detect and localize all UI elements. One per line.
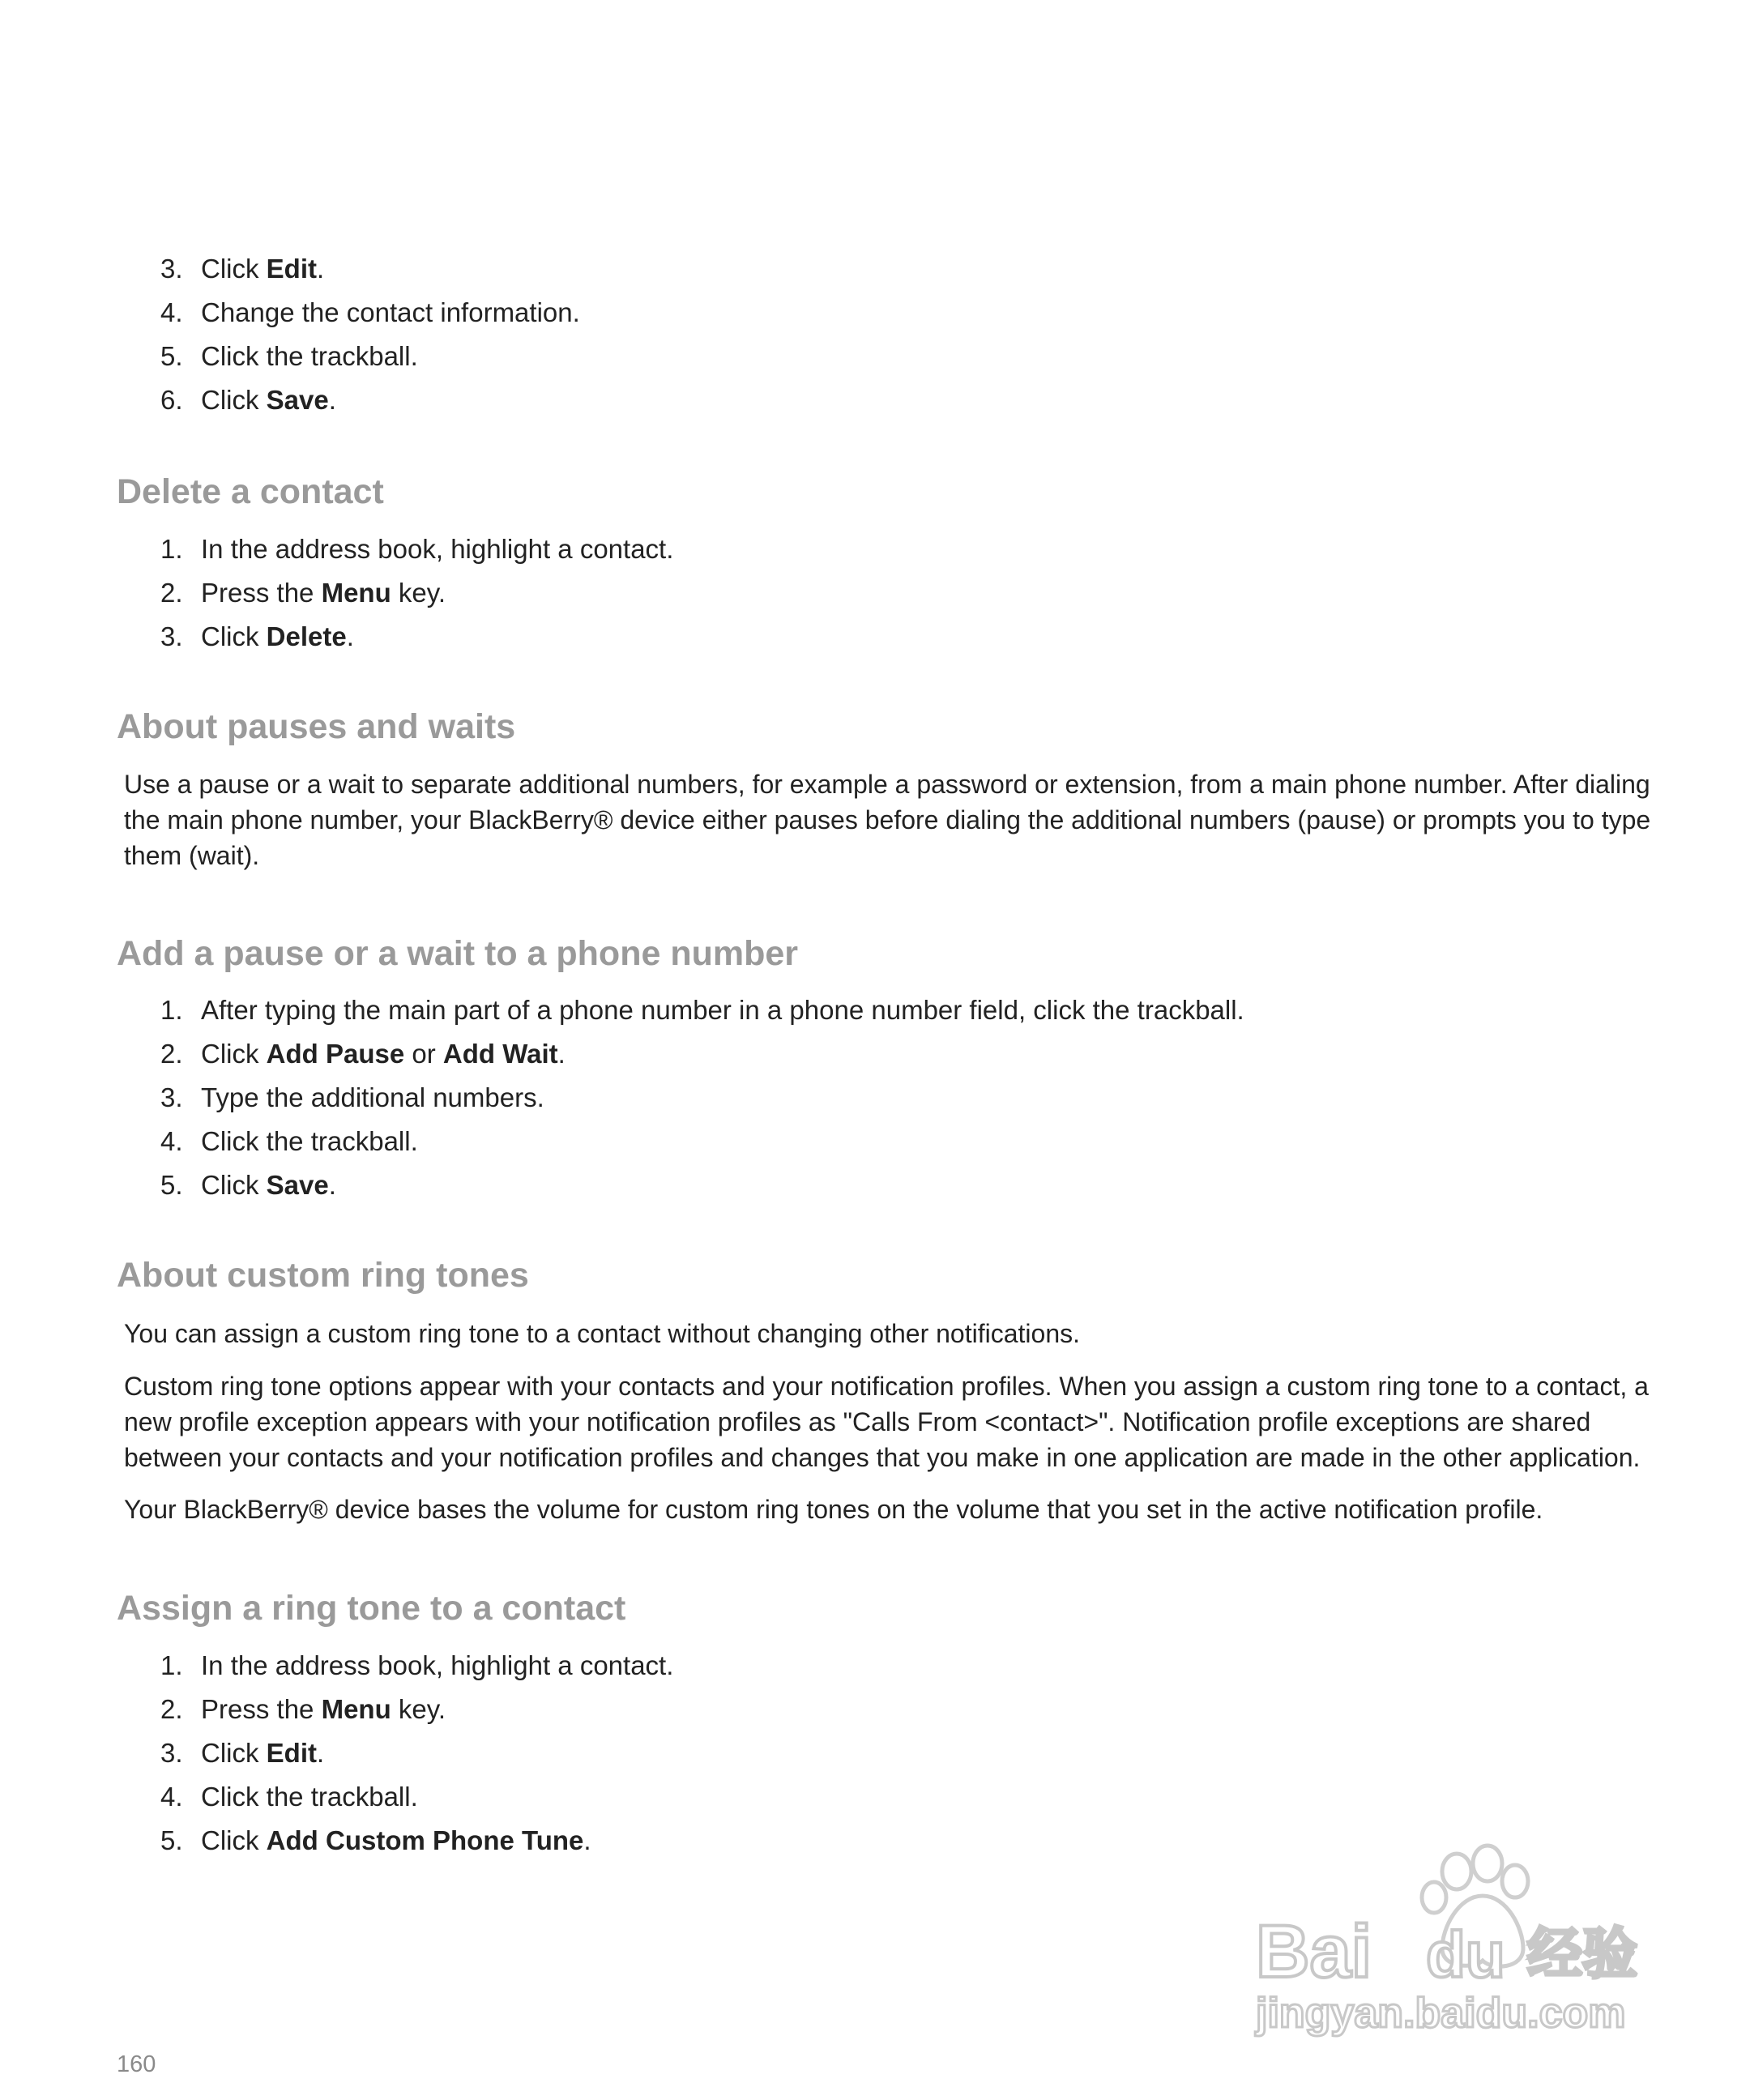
step-item: 2. Press the Menu key. xyxy=(160,578,446,608)
step-item: 5. Click Save. xyxy=(160,1170,336,1200)
step-item: 4. Click the trackball. xyxy=(160,1126,418,1156)
svg-text:Bai: Bai xyxy=(1256,1910,1372,1993)
steps-add-pause xyxy=(160,988,1244,1207)
step-item: 6. Click Save. xyxy=(160,385,336,415)
svg-text:jingyan.baidu.com: jingyan.baidu.com xyxy=(1256,1990,1626,2037)
step-item: 3. Type the additional numbers. xyxy=(160,1082,544,1112)
heading-about-ring-tones: About custom ring tones xyxy=(117,1256,529,1295)
step-item: 1. In the address book, highlight a contact. xyxy=(160,534,674,564)
svg-text:经验: 经验 xyxy=(1527,1923,1638,1987)
heading-about-pauses: About pauses and waits xyxy=(117,707,516,746)
step-item: 1. In the address book, highlight a contact. xyxy=(160,1650,674,1680)
heading-assign-ring-tone: Assign a ring tone to a contact xyxy=(117,1589,626,1628)
paragraph-ring-tones-1: You can assign a custom ring tone to a contact without changing other notifications. xyxy=(124,1319,1080,1348)
paragraph-pauses: Use a pause or a wait to separate additional numbers, for example a password or extension, from a main phone number. After dialing the main phone number, your BlackBerry® device either pauses before dialing the additional numbers (pause) or prompts you to type them (wait). xyxy=(124,770,1651,870)
paragraph-ring-tones-2: Custom ring tone options appear with your contacts and your notification profiles. When you assign a custom ring tone to a contact, a new profile exception appears with your notification profiles as "Calls From <contact>". Notification profile exceptions are shared between your contacts and your notification profiles and changes that you make in one application are made in the other application. xyxy=(124,1372,1649,1472)
svg-text:du: du xyxy=(1426,1919,1505,1991)
step-item: 2. Press the Menu key. xyxy=(160,1694,446,1724)
paragraph-ring-tones-3: Your BlackBerry® device bases the volume for custom ring tones on the volume that you set in the active notification profile. xyxy=(124,1495,1543,1524)
step-item: 3. Click Edit. xyxy=(160,254,325,284)
step-item: 4. Click the trackball. xyxy=(160,1782,418,1812)
step-item: 3. Click Edit. xyxy=(160,1738,325,1768)
page-number: 160 xyxy=(117,2051,156,2077)
step-item: 3. Click Delete. xyxy=(160,621,354,651)
heading-add-pause: Add a pause or a wait to a phone number xyxy=(117,934,798,973)
steps-assign-ring-tone xyxy=(160,1644,673,1863)
step-item: 5. Click Add Custom Phone Tune. xyxy=(160,1825,591,1855)
step-item: 4. Change the contact information. xyxy=(160,297,580,327)
step-item: 2. Click Add Pause or Add Wait. xyxy=(160,1039,566,1069)
heading-delete-contact: Delete a contact xyxy=(117,472,384,511)
step-item: 1. After typing the main part of a phone number in a phone number field, click the trackball. xyxy=(160,995,1244,1025)
steps-continued xyxy=(160,247,580,422)
baidu-watermark-logo xyxy=(1240,1839,1661,2042)
steps-delete-contact xyxy=(160,527,673,659)
step-item: 5. Click the trackball. xyxy=(160,341,418,371)
